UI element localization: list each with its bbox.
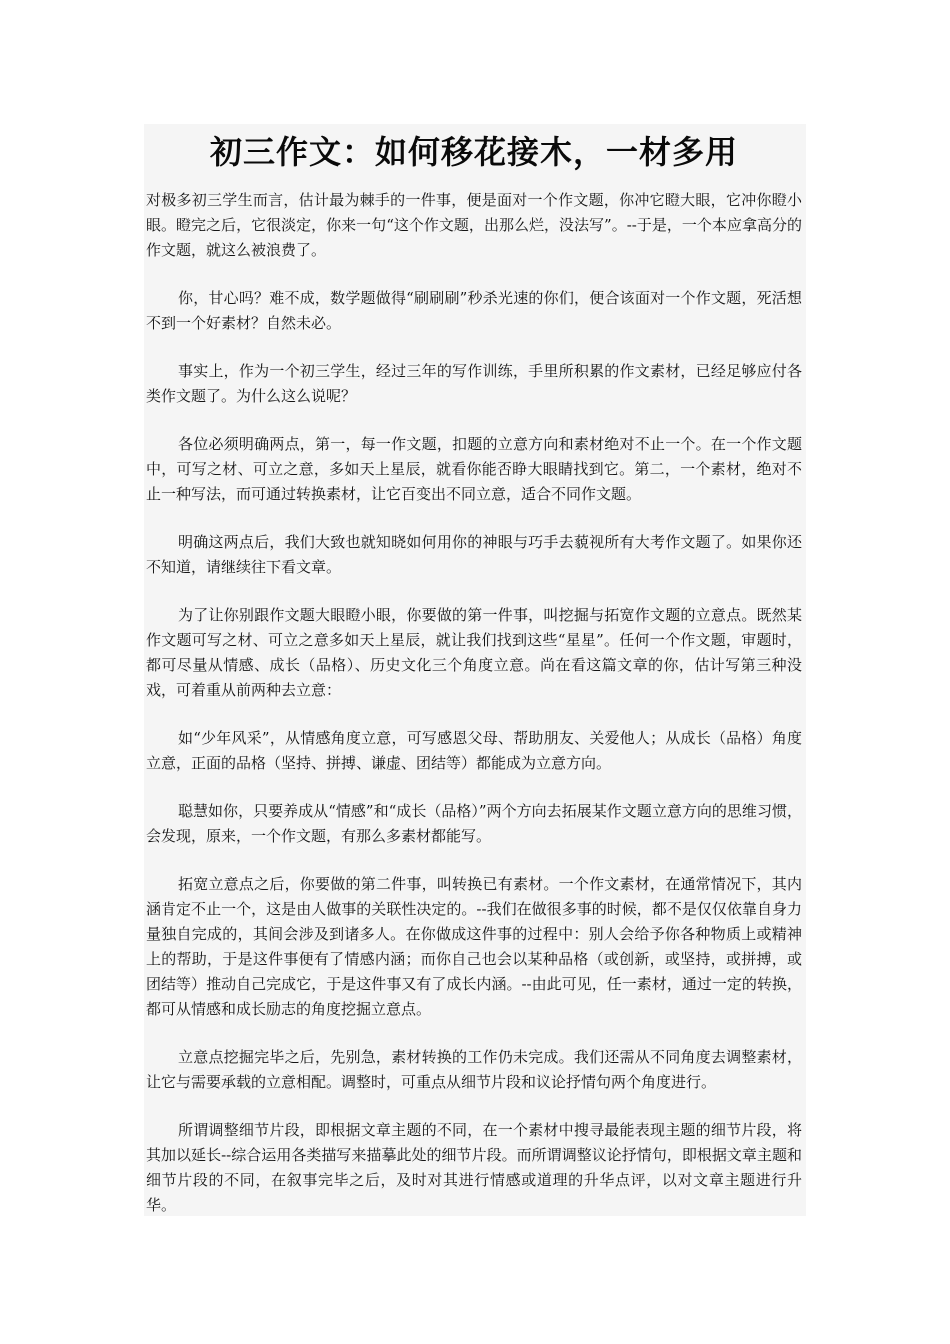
paragraph-5: 明确这两点后，我们大致也就知晓如何用你的神眼与巧手去藐视所有大考作文题了。如果你还不知道，请继续往下看文章。 bbox=[146, 533, 802, 576]
paragraph-7: 如“少年风采”，从情感角度立意，可写感恩父母、帮助朋友、关爱他人；从成长（品格）角度立意，正面的品格（坚持、拼搏、谦虚、团结等）都能成为立意方向。 bbox=[146, 729, 802, 772]
paragraph-2: 你，甘心吗？难不成，数学题做得“刷刷刷”秒杀光速的你们，便合该面对一个作文题，死活想不到一个好素材？自然未必。 bbox=[146, 289, 802, 332]
article-body bbox=[144, 124, 806, 1216]
paragraph-11: 所谓调整细节片段，即根据文章主题的不同，在一个素材中搜寻最能表现主题的细节片段，将其加以延长--综合运用各类描写来描摹此处的细节片段。而所谓调整议论抒情句，即根据文章主题和细节片段的不同，在叙事完毕之后，及时对其进行情感或道理的升华点评，以对文章主题进行升华。 bbox=[146, 1121, 802, 1214]
paragraph-3: 事实上，作为一个初三学生，经过三年的写作训练，手里所积累的作文素材，已经足够应付各类作文题了。为什么这么说呢？ bbox=[146, 362, 802, 405]
article-title: 初三作文：如何移花接木，一材多用 bbox=[209, 133, 738, 171]
paragraph-9: 拓宽立意点之后，你要做的第二件事，叫转换已有素材。一个作文素材，在通常情况下，其内涵肯定不止一个，这是由人做事的关联性决定的。--我们在做很多事的时候，都不是仅仅依靠自身力量独自完成的，其间会涉及到诸多人。在你做成这件事的过程中：别人会给予你各种物质上或精神上的帮助，于是这件事便有了情感内涵；而你自己也会以某种品格（或创新，或坚持，或拼搏，或团结等）推动自己完成它，于是这件事又有了成长内涵。--由此可见，任一素材，通过一定的转换，都可从情感和成长励志的角度挖掘立意点。 bbox=[146, 875, 802, 1018]
paragraph-4: 各位必须明确两点，第一，每一作文题，扣题的立意方向和素材绝对不止一个。在一个作文题中，可写之材、可立之意，多如天上星辰，就看你能否睁大眼睛找到它。第二，一个素材，绝对不止一种写法，而可通过转换素材，让它百变出不同立意，适合不同作文题。 bbox=[146, 435, 802, 503]
paragraph-1: 对极多初三学生而言，估计最为棘手的一件事，便是面对一个作文题，你冲它瞪大眼，它冲你瞪小眼。瞪完之后，它很淡定，你来一句“这个作文题，出那么烂，没法写”。--于是，一个本应拿高分的作文题，就这么被浪费了。 bbox=[146, 191, 802, 259]
paragraph-10: 立意点挖掘完毕之后，先别急，素材转换的工作仍未完成。我们还需从不同角度去调整素材，让它与需要承载的立意相配。调整时，可重点从细节片段和议论抒情句两个角度进行。 bbox=[146, 1048, 802, 1091]
paragraph-6: 为了让你别跟作文题大眼瞪小眼，你要做的第一件事，叫挖掘与拓宽作文题的立意点。既然某作文题可写之材、可立之意多如天上星辰，就让我们找到这些“星星”。任何一个作文题，审题时，都可尽量从情感、成长（品格）、历史文化三个角度立意。尚在看这篇文章的你，估计写第三种没戏，可着重从前两种去立意： bbox=[146, 606, 802, 699]
paragraph-8: 聪慧如你，只要养成从“情感”和“成长（品格）”两个方向去拓展某作文题立意方向的思维习惯，会发现，原来，一个作文题，有那么多素材都能写。 bbox=[146, 802, 802, 845]
